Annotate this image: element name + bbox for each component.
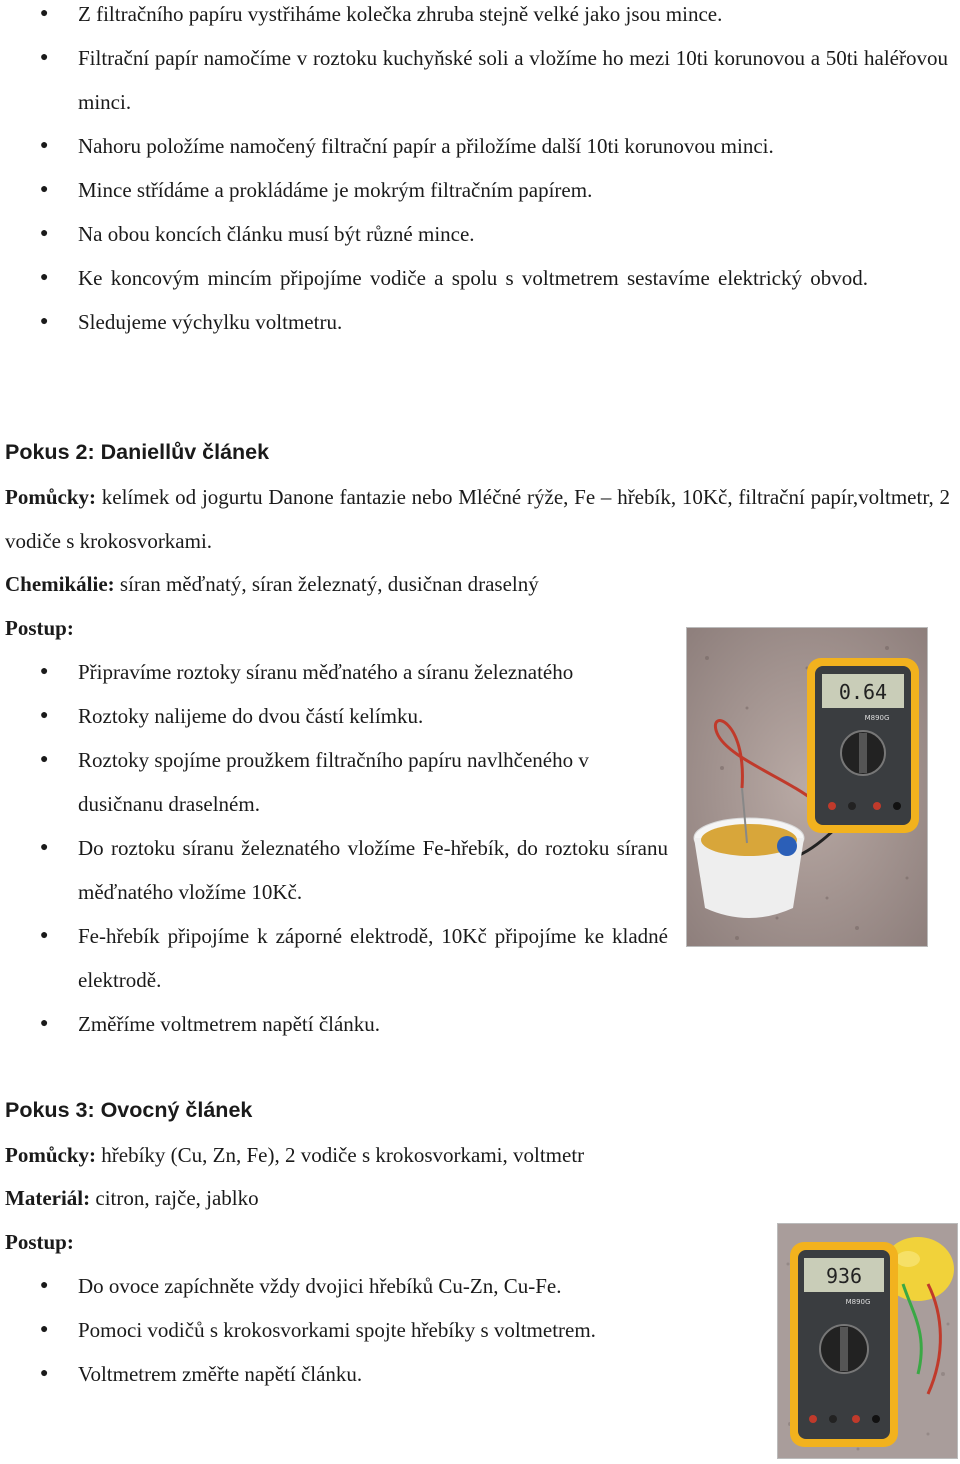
list-item: ● Na obou koncích článku musí být různé mince. [40, 222, 475, 246]
list-item: ● Filtrační papír namočíme v roztoku kuchyňské soli a vložíme ho mezi 10ti korunovou a 50ti haléřovou minci. [40, 46, 948, 114]
chemicals-text: síran měďnatý, síran železnatý, dusičnan draselný [114, 572, 539, 596]
list-item: ● Z filtračního papíru vystřiháme kolečka zhruba stejně velké jako jsou mince. [40, 2, 723, 26]
list-item: ● Voltmetrem změřte napětí článku. [40, 1362, 363, 1386]
section-heading: Pokus 3: Ovocný článek [5, 1098, 253, 1122]
coin-cell-steps [0, 0, 950, 344]
list-item: ● Fe-hřebík připojíme k záporné elektrodě, 10Kč připojíme ke kladné elektrodě. [40, 924, 668, 992]
list-item: ● Sledujeme výchylku voltmetru. [40, 310, 343, 334]
tools-text: kelímek od jogurtu Danone fantazie nebo Mléčné rýže, Fe – hřebík, 10Kč, filtrační papír,voltmetr, 2 vodiče s krokosvorkami. [5, 485, 950, 553]
list-item: ● Roztoky spojíme proužkem filtračního papíru navlhčeného v dusičnanu draselném. [40, 748, 589, 816]
tools-text: hřebíky (Cu, Zn, Fe), 2 vodiče s krokosvorkami, voltmetr [96, 1143, 585, 1167]
list-item: ● Do ovoce zapíchněte vždy dvojici hřebíků Cu-Zn, Cu-Fe. [40, 1274, 562, 1298]
procedure-label: Postup: [5, 616, 74, 640]
daniell-cell-illustration [687, 628, 927, 946]
tools-label: Pomůcky: [5, 1143, 96, 1167]
display-reading: 0.64 [838, 680, 888, 704]
material-paragraph [0, 1176, 765, 1220]
material-label: Materiál: [5, 1186, 91, 1210]
tools-paragraph [0, 475, 950, 563]
list-item: ● Změříme voltmetrem napětí článku. [40, 1012, 381, 1036]
procedure-label: Postup: [5, 1230, 74, 1254]
daniell-steps [0, 650, 670, 1046]
fruit-cell-steps [0, 1264, 770, 1396]
list-item: ● Ke koncovým mincím připojíme vodiče a spolu s voltmetrem sestavíme elektrický obvod. [40, 266, 869, 290]
list-item: ● Roztoky nalijeme do dvou částí kelímku. [40, 704, 424, 728]
tools-paragraph [0, 1133, 765, 1177]
list-item: ● Do roztoku síranu železnatého vložíme Fe-hřebík, do roztoku síranu měďnatého vložíme 10Kč. [40, 836, 668, 904]
chemicals-label: Chemikálie: [5, 572, 115, 596]
material-text: citron, rajče, jablko [90, 1186, 259, 1210]
daniell-cell-photo [686, 627, 928, 947]
list-item: ● Připravíme roztoky síranu měďnatého a síranu železnatého [40, 660, 574, 684]
list-item: ● Mince střídáme a prokládáme je mokrým filtračním papírem. [40, 178, 593, 202]
list-item: ● Nahoru položíme namočený filtrační papír a přiložíme další 10ti korunovou minci. [40, 134, 774, 158]
fruit-cell-photo [777, 1223, 958, 1459]
fruit-cell-illustration [778, 1224, 957, 1458]
section-heading: Pokus 2: Daniellův článek [5, 440, 270, 464]
display-reading: 936 [825, 1264, 863, 1288]
multimeter-model: M890G [864, 714, 890, 722]
chemicals-paragraph [0, 562, 950, 606]
list-item: ● Pomoci vodičů s krokosvorkami spojte hřebíky s voltmetrem. [40, 1318, 596, 1342]
multimeter-model: M890G [845, 1298, 871, 1306]
tools-label: Pomůcky: [5, 485, 96, 509]
